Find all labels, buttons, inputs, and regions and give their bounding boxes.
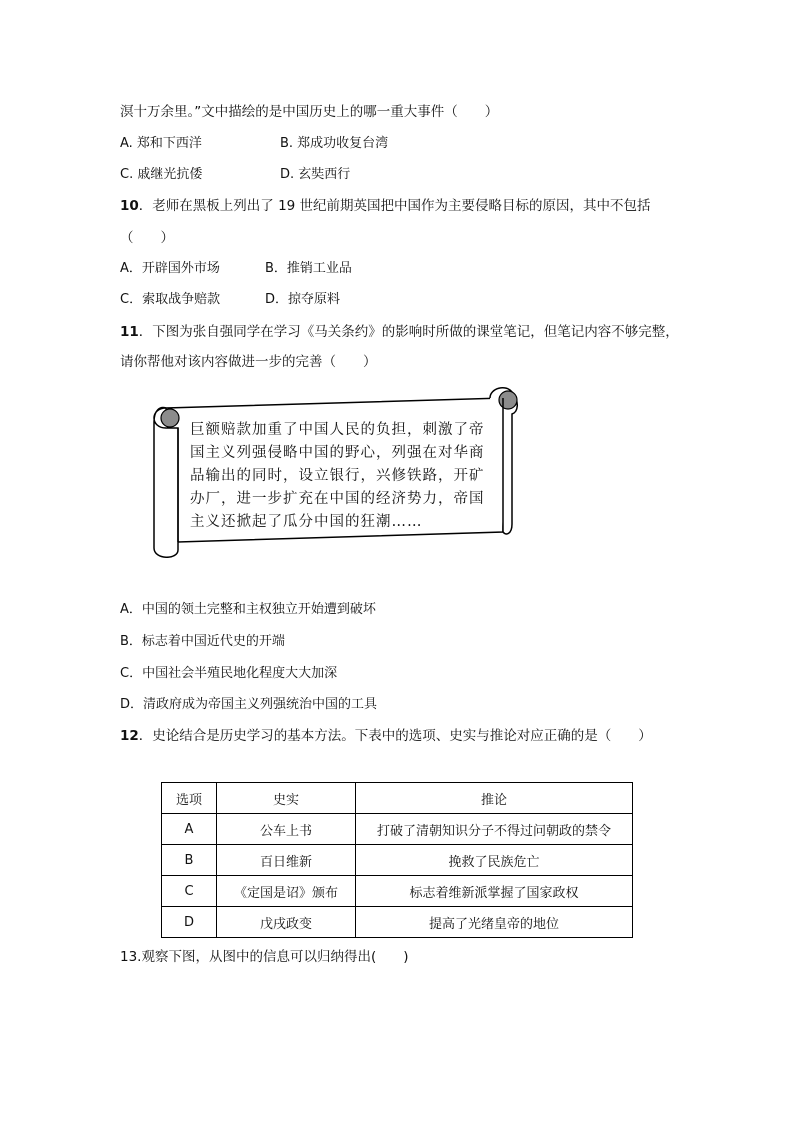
q10-option-a: A．开辟国外市场 [120, 261, 220, 276]
q11-option-d: D．清政府成为帝国主义列强统治中国的工具 [120, 697, 378, 712]
q9-option-c: C. 戚继光抗倭 [120, 167, 203, 182]
scroll-line-2: 国主义列强侵略中国的野心，列强在对华商 [190, 445, 485, 461]
scroll-line-1: 巨额赔款加重了中国人民的负担，刺激了帝 [190, 422, 485, 438]
q11-stem-line1 [120, 322, 679, 342]
q9-option-a: A. 郑和下西洋 [120, 136, 202, 151]
scroll-left-roll [154, 408, 178, 558]
table-row [162, 876, 633, 907]
row-d-fact: 戊戌政变 [217, 907, 356, 938]
table-row [162, 814, 633, 845]
row-b-option: B [162, 845, 217, 876]
q9-option-b: B. 郑成功收复台湾 [280, 136, 389, 151]
table-row [162, 845, 633, 876]
scroll-line-5: 主义还掀起了瓜分中国的狂潮…… [190, 514, 423, 530]
q11-stem-text: ．下图为张自强同学在学习《马关条约》的影响时所做的课堂笔记，但笔记内容不够完整， [138, 324, 679, 340]
scroll-line-3: 品输出的同时，设立银行，兴修铁路，开矿 [190, 468, 485, 484]
q13-stem: 13.观察下图，从图中的信息可以归纳得出( ) [120, 949, 409, 965]
q10-option-b: B．推销工业品 [265, 261, 352, 276]
q10-option-d: D．掠夺原料 [265, 292, 341, 307]
q11-stem-line2: 请你帮他对该内容做进一步的完善（ ） [120, 354, 377, 370]
q12-stem-text: ．史论结合是历史学习的基本方法。下表中的选项、史实与推论对应正确的是（ ） [138, 728, 652, 744]
q11-option-c: C．中国社会半殖民地化程度大大加深 [120, 666, 338, 681]
row-a-fact: 公车上书 [217, 814, 356, 845]
row-d-inference: 提高了光绪皇帝的地位 [356, 907, 633, 938]
header-inference: 推论 [356, 783, 633, 814]
scroll-left-knob [161, 409, 179, 427]
q10-stem [120, 196, 651, 216]
row-a-inference: 打破了清朝知识分子不得过问朝政的禁令 [356, 814, 633, 845]
q12-number: 12 [120, 728, 139, 744]
q11-option-a: A．中国的领土完整和主权独立开始遭到破坏 [120, 602, 376, 617]
row-a-option: A [162, 814, 217, 845]
row-c-inference: 标志着维新派掌握了国家政权 [356, 876, 633, 907]
q9-stem-end: 溟十万余里。”文中描绘的是中国历史上的哪一重大事件（ ） [120, 104, 499, 120]
table-header-row [162, 783, 633, 814]
row-b-inference: 挽救了民族危亡 [356, 845, 633, 876]
q10-option-c: C．索取战争赔款 [120, 292, 221, 307]
q10-paren: （ ） [120, 230, 174, 246]
q10-stem-text: ．老师在黑板上列出了 19 世纪前期英国把中国作为主要侵略目标的原因，其中不包括 [138, 198, 651, 214]
history-table [161, 782, 633, 938]
q11-option-b: B．标志着中国近代史的开端 [120, 634, 285, 649]
q11-number: 11 [120, 324, 139, 340]
q12-stem [120, 726, 652, 746]
row-c-option: C [162, 876, 217, 907]
scroll-line-4: 办厂，进一步扩充在中国的经济势力，帝国 [190, 491, 485, 507]
q9-option-d: D. 玄奘西行 [280, 167, 351, 182]
header-option: 选项 [162, 783, 217, 814]
header-fact: 史实 [217, 783, 356, 814]
row-c-fact: 《定国是诏》颁布 [217, 876, 356, 907]
table-row [162, 907, 633, 938]
row-d-option: D [162, 907, 217, 938]
q10-number: 10 [120, 198, 139, 214]
row-b-fact: 百日维新 [217, 845, 356, 876]
scroll-right-knob [499, 391, 517, 409]
